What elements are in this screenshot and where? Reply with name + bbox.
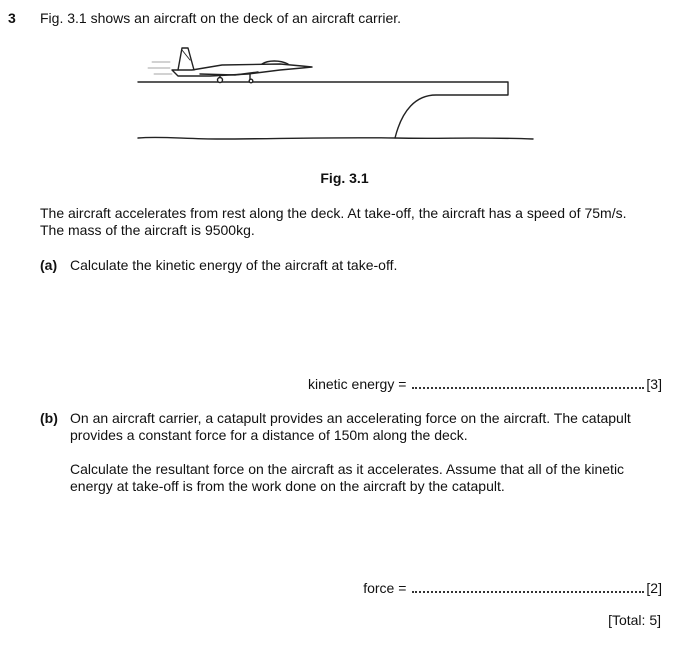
figure-aircraft-carrier [130, 38, 540, 153]
part-a-answer-label: kinetic energy = [307, 376, 407, 392]
part-b-text-1: On an aircraft carrier, a catapult provides an accelerating force on the aircraft. The catapult provides a constant force for a distance of 150m along the deck. [70, 410, 631, 443]
part-a-label: (a) [40, 257, 58, 273]
motion-lines [148, 62, 172, 74]
part-b-label: (b) [40, 410, 58, 426]
figure-caption: Fig. 3.1 [320, 170, 369, 186]
part-b-text-2: Calculate the resultant force on the aircraft as it accelerates. Assume that all of the kinetic energy at take-off is from the work done on the aircraft by the catapult. [70, 461, 625, 494]
sea-line [138, 137, 533, 139]
carrier-deck-outline [138, 82, 508, 138]
part-a-answer-line [308, 376, 662, 392]
part-b-marks: [2] [646, 580, 662, 596]
question-intro: Fig. 3.1 shows an aircraft on the deck of an aircraft carrier. [40, 10, 402, 26]
part-a-answer-field[interactable] [412, 376, 644, 389]
part-b-answer-line [363, 580, 662, 596]
total-marks: [Total: 5] [608, 612, 661, 628]
stem-line-1: The aircraft accelerates from rest along the deck. At take-off, the aircraft has a speed of 75m/s. [40, 205, 627, 221]
part-b-answer-field[interactable] [412, 580, 644, 593]
part-a-text: Calculate the kinetic energy of the aircraft at take-off. [70, 257, 398, 273]
aircraft-carrier-diagram [130, 38, 540, 150]
question-number: 3 [8, 10, 16, 26]
part-b-answer-label: force = [363, 580, 407, 596]
part-a-marks: [3] [646, 376, 662, 392]
aircraft-tail-fin [178, 48, 194, 70]
stem-line-2: The mass of the aircraft is 9500kg. [40, 222, 255, 238]
